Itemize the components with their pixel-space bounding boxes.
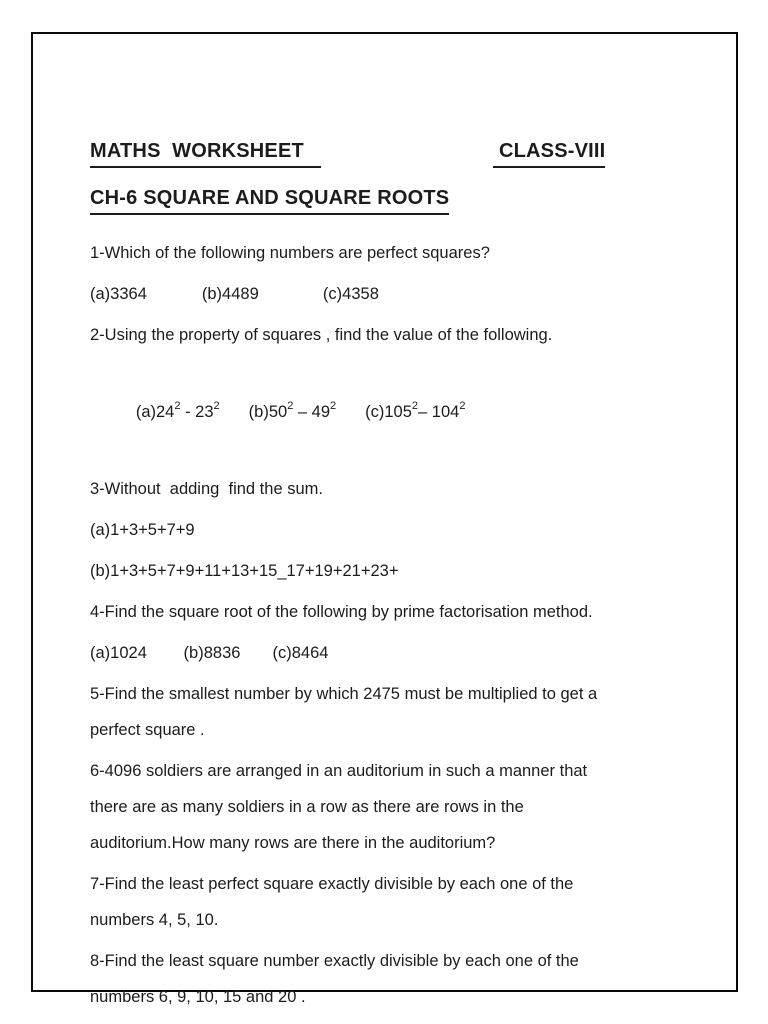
chapter-heading-row — [90, 185, 712, 215]
question-7-line-1: 7-Find the least perfect square exactly divisible by each one of the — [90, 875, 574, 893]
question-4-text: 4-Find the square root of the following by prime factorisation method. — [90, 603, 593, 621]
question-5 — [90, 676, 712, 748]
option-base: – 104 — [418, 403, 460, 421]
question-2-options-row — [90, 358, 712, 466]
exponent: 2 — [459, 399, 466, 412]
worksheet-title: MATHS WORKSHEET — [90, 138, 321, 168]
question-8-line-1: 8-Find the least square number exactly divisible by each one of the — [90, 952, 579, 970]
chapter-heading: CH-6 SQUARE AND SQUARE ROOTS — [90, 185, 449, 215]
question-8-line-2: numbers 6, 9, 10, 15 and 20 . — [90, 988, 306, 1006]
question-2 — [90, 317, 712, 353]
question-3-option-b-text: (b)1+3+5+7+9+11+13+15_17+19+21+23+ — [90, 562, 399, 580]
question-5-line-2: perfect square . — [90, 721, 205, 739]
option-base: – 49 — [293, 403, 331, 421]
option-base: - 23 — [180, 403, 214, 421]
question-1-options-text: (a)3364 (b)4489 (c)4358 — [90, 285, 379, 303]
question-4-options-text: (a)1024 (b)8836 (c)8464 — [90, 644, 329, 662]
question-3-option-a — [90, 512, 712, 548]
question-3 — [90, 471, 712, 507]
exponent: 2 — [213, 399, 220, 412]
question-3-option-b — [90, 553, 712, 589]
question-4 — [90, 594, 712, 630]
questions-block — [90, 235, 712, 1015]
question-4-options — [90, 635, 712, 671]
question-5-line-1: 5-Find the smallest number by which 2475 must be multiplied to get a — [90, 685, 598, 703]
question-6 — [90, 753, 712, 861]
exponent: 2 — [174, 399, 181, 412]
question-2-option-c — [365, 399, 466, 421]
option-base: (c)105 — [365, 403, 412, 421]
question-3-option-a-text: (a)1+3+5+7+9 — [90, 521, 195, 539]
question-1-text: 1-Which of the following numbers are perfect squares? — [90, 244, 490, 262]
exponent: 2 — [330, 399, 337, 412]
class-label: CLASS-VIII — [493, 138, 605, 168]
question-2-options — [90, 358, 712, 466]
page-content — [33, 34, 736, 1015]
exponent: 2 — [287, 399, 294, 412]
question-1-options — [90, 276, 712, 312]
option-base: (b)50 — [248, 403, 288, 421]
question-2-option-a — [135, 399, 220, 421]
worksheet-page — [31, 32, 738, 1006]
exponent: 2 — [411, 399, 419, 412]
question-2-text: 2-Using the property of squares , find the value of the following. — [90, 326, 553, 344]
question-7-line-2: numbers 4, 5, 10. — [90, 911, 219, 929]
question-2-option-b — [248, 399, 337, 421]
question-8 — [90, 943, 712, 1015]
question-6-line-1: 6-4096 soldiers are arranged in an auditorium in such a manner that — [90, 762, 588, 780]
question-6-line-3: auditorium.How many rows are there in the auditorium? — [90, 834, 496, 852]
option-base: (a)24 — [135, 403, 175, 421]
question-6-line-2: there are as many soldiers in a row as there are rows in the — [90, 798, 524, 816]
question-1 — [90, 235, 712, 271]
question-3-text: 3-Without adding find the sum. — [90, 480, 323, 498]
header-row — [90, 138, 712, 168]
question-7 — [90, 866, 712, 938]
